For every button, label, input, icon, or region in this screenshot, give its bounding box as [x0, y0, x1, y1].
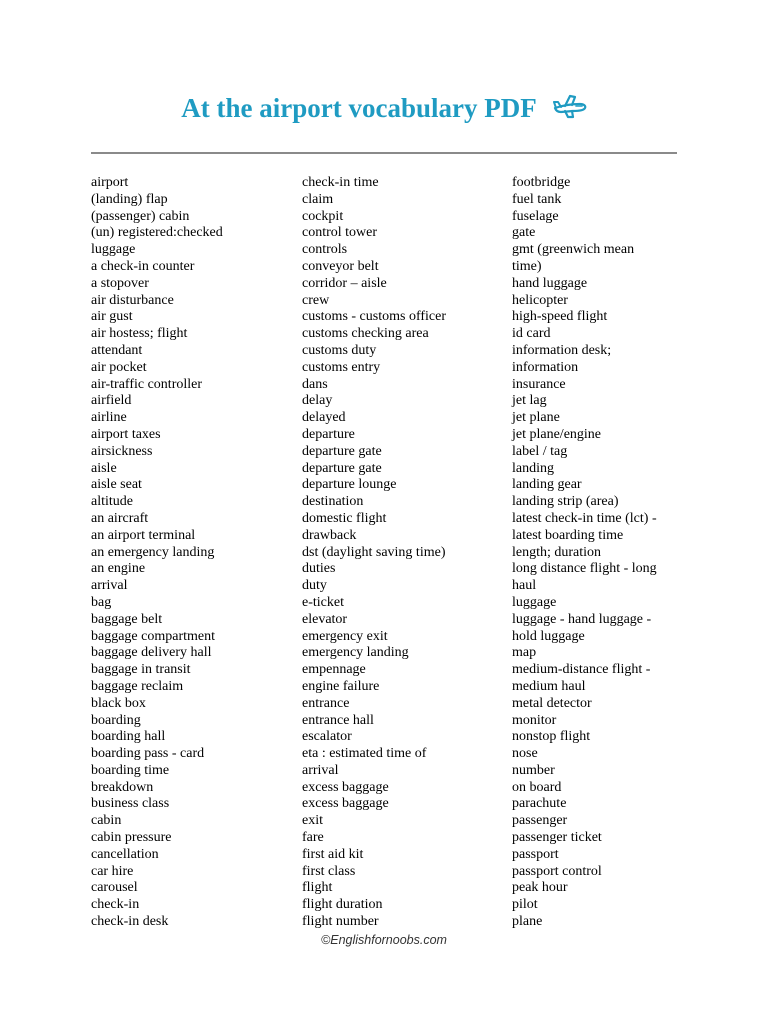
vocabulary-item: customs duty [302, 342, 377, 358]
vocabulary-item: length; duration [512, 544, 602, 560]
vocabulary-item: baggage compartment [91, 628, 216, 644]
vocabulary-item: a stopover [91, 275, 149, 291]
vocabulary-item: latest check-in time (lct) - [512, 510, 657, 526]
vocabulary-item: on board [512, 779, 562, 795]
vocabulary-item: number [512, 762, 555, 778]
vocabulary-item: entrance hall [302, 712, 374, 728]
vocabulary-item: first aid kit [302, 846, 364, 862]
vocabulary-item: boarding [91, 712, 141, 728]
vocabulary-item: insurance [512, 376, 566, 392]
vocabulary-item: hold luggage [512, 628, 585, 644]
vocabulary-item: an airport terminal [91, 527, 196, 543]
vocabulary-item: black box [91, 695, 146, 711]
vocabulary-item: peak hour [512, 880, 568, 896]
vocabulary-item: (passenger) cabin [91, 208, 190, 224]
vocabulary-item: baggage in transit [91, 662, 191, 678]
vocabulary-item: dst (daylight saving time) [302, 544, 446, 560]
vocabulary-item: delayed [302, 410, 346, 426]
vocabulary-item: control tower [302, 225, 378, 241]
vocabulary-item: boarding hall [91, 729, 166, 745]
vocabulary-item: domestic flight [302, 510, 387, 526]
vocabulary-item: arrival [302, 762, 339, 778]
vocabulary-item: claim [302, 191, 334, 207]
title-divider [91, 152, 677, 154]
vocabulary-item: check-in time [302, 175, 379, 190]
vocabulary-item: entrance [302, 695, 350, 711]
vocabulary-item: attendant [91, 342, 143, 358]
vocabulary-item: duties [302, 561, 336, 577]
vocabulary-item: check-in [91, 897, 140, 913]
vocabulary-item: gmt (greenwich mean [512, 242, 635, 258]
vocabulary-item: map [512, 645, 537, 661]
vocabulary-item: cabin [91, 813, 122, 829]
vocabulary-item: monitor [512, 712, 557, 728]
vocabulary-item: controls [302, 242, 348, 258]
vocabulary-item: jet lag [512, 393, 547, 409]
vocabulary-item: e-ticket [302, 594, 344, 610]
vocabulary-item: car hire [91, 863, 134, 879]
vocabulary-item: crew [302, 292, 330, 308]
vocabulary-item: an aircraft [91, 510, 149, 526]
vocabulary-item: parachute [512, 796, 567, 812]
vocabulary-item: passenger ticket [512, 830, 602, 846]
copyright-footer: ©Englishfornoobs.com [321, 933, 447, 947]
vocabulary-item: departure gate [302, 460, 382, 476]
vocabulary-item: flight duration [302, 897, 383, 913]
vocabulary-item: departure gate [302, 443, 382, 459]
vocabulary-item: medium-distance flight - [512, 662, 651, 678]
vocabulary-item: nose [512, 746, 538, 762]
vocabulary-item: breakdown [91, 779, 154, 795]
vocabulary-item: exit [302, 813, 323, 829]
vocabulary-item: haul [512, 578, 537, 594]
vocabulary-column-1 [91, 175, 223, 931]
vocabulary-item: excess baggage [302, 779, 389, 795]
vocabulary-item: empennage [302, 662, 366, 678]
vocabulary-item: cabin pressure [91, 830, 172, 846]
vocabulary-item: carousel [91, 880, 138, 896]
vocabulary-item: duty [302, 578, 327, 594]
vocabulary-item: medium haul [512, 678, 586, 694]
vocabulary-item: footbridge [512, 175, 571, 190]
vocabulary-item: conveyor belt [302, 258, 379, 274]
vocabulary-item: air hostess; flight [91, 326, 188, 342]
vocabulary-item: time) [512, 258, 542, 274]
page-header [0, 88, 768, 128]
vocabulary-item: air-traffic controller [91, 376, 203, 392]
airplane-icon [553, 93, 587, 119]
vocabulary-item: an emergency landing [91, 544, 215, 560]
vocabulary-item: luggage - hand luggage - [512, 611, 652, 627]
vocabulary-item: (un) registered:checked [91, 225, 223, 241]
vocabulary-item: luggage [91, 242, 136, 258]
vocabulary-item: cockpit [302, 208, 344, 224]
vocabulary-item: landing [512, 460, 554, 476]
vocabulary-item: fare [302, 830, 324, 846]
vocabulary-item: landing strip (area) [512, 494, 619, 510]
vocabulary-column-3 [512, 175, 657, 931]
vocabulary-item: helicopter [512, 292, 568, 308]
vocabulary-item: first class [302, 863, 356, 879]
vocabulary-item: id card [512, 326, 551, 342]
vocabulary-item: high-speed flight [512, 309, 608, 325]
vocabulary-item: emergency landing [302, 645, 409, 661]
vocabulary-item: an engine [91, 561, 146, 577]
vocabulary-item: long distance flight - long [512, 561, 657, 577]
vocabulary-item: departure [302, 426, 355, 442]
vocabulary-item: dans [302, 376, 328, 392]
vocabulary-item: engine failure [302, 678, 380, 694]
vocabulary-item: customs - customs officer [302, 309, 446, 325]
vocabulary-item: passenger [512, 813, 568, 829]
vocabulary-item: air gust [91, 309, 133, 325]
vocabulary-column-2 [302, 175, 446, 931]
vocabulary-item: luggage [512, 594, 557, 610]
vocabulary-item: flight [302, 880, 333, 896]
vocabulary-item: label / tag [512, 443, 568, 459]
vocabulary-item: (landing) flap [91, 191, 168, 207]
vocabulary-item: gate [512, 225, 536, 241]
vocabulary-item: check-in desk [91, 914, 169, 930]
vocabulary-item: departure lounge [302, 477, 397, 493]
vocabulary-item: pilot [512, 897, 538, 913]
vocabulary-item: airport taxes [91, 426, 161, 442]
vocabulary-item: aisle seat [91, 477, 142, 493]
vocabulary-item: business class [91, 796, 170, 812]
vocabulary-item: passport [512, 846, 559, 862]
vocabulary-item: airfield [91, 393, 132, 409]
vocabulary-item: excess baggage [302, 796, 389, 812]
vocabulary-item: delay [302, 393, 333, 409]
vocabulary-item: corridor – aisle [302, 275, 387, 291]
vocabulary-item: airsickness [91, 443, 153, 459]
vocabulary-item: baggage reclaim [91, 678, 184, 694]
vocabulary-item: fuel tank [512, 191, 562, 207]
vocabulary-item: airline [91, 410, 127, 426]
vocabulary-item: a check-in counter [91, 258, 195, 274]
vocabulary-item: drawback [302, 527, 357, 543]
vocabulary-item: nonstop flight [512, 729, 591, 745]
vocabulary-item: arrival [91, 578, 128, 594]
vocabulary-item: information [512, 359, 579, 375]
vocabulary-item: cancellation [91, 846, 159, 862]
vocabulary-item: air pocket [91, 359, 147, 375]
vocabulary-item: hand luggage [512, 275, 588, 291]
vocabulary-item: flight number [302, 914, 379, 930]
vocabulary-item: customs entry [302, 359, 381, 375]
vocabulary-item: jet plane/engine [512, 426, 602, 442]
vocabulary-item: landing gear [512, 477, 582, 493]
vocabulary-item: customs checking area [302, 326, 429, 342]
vocabulary-item: baggage belt [91, 611, 163, 627]
vocabulary-item: escalator [302, 729, 352, 745]
vocabulary-item: jet plane [512, 410, 560, 426]
vocabulary-item: metal detector [512, 695, 592, 711]
vocabulary-item: latest boarding time [512, 527, 624, 543]
vocabulary-item: aisle [91, 460, 117, 476]
vocabulary-item: emergency exit [302, 628, 388, 644]
vocabulary-item: plane [512, 914, 543, 930]
vocabulary-item: destination [302, 494, 364, 510]
vocabulary-item: boarding time [91, 762, 170, 778]
vocabulary-item: boarding pass - card [91, 746, 205, 762]
vocabulary-item: bag [91, 594, 112, 610]
vocabulary-item: airport [91, 175, 129, 190]
vocabulary-item: air disturbance [91, 292, 174, 308]
vocabulary-item: elevator [302, 611, 348, 627]
vocabulary-item: information desk; [512, 342, 612, 358]
vocabulary-item: passport control [512, 863, 602, 879]
vocabulary-item: eta : estimated time of [302, 746, 427, 762]
vocabulary-item: fuselage [512, 208, 559, 224]
page-title: At the airport vocabulary PDF [181, 93, 537, 123]
vocabulary-item: baggage delivery hall [91, 645, 212, 661]
vocabulary-item: altitude [91, 494, 133, 510]
